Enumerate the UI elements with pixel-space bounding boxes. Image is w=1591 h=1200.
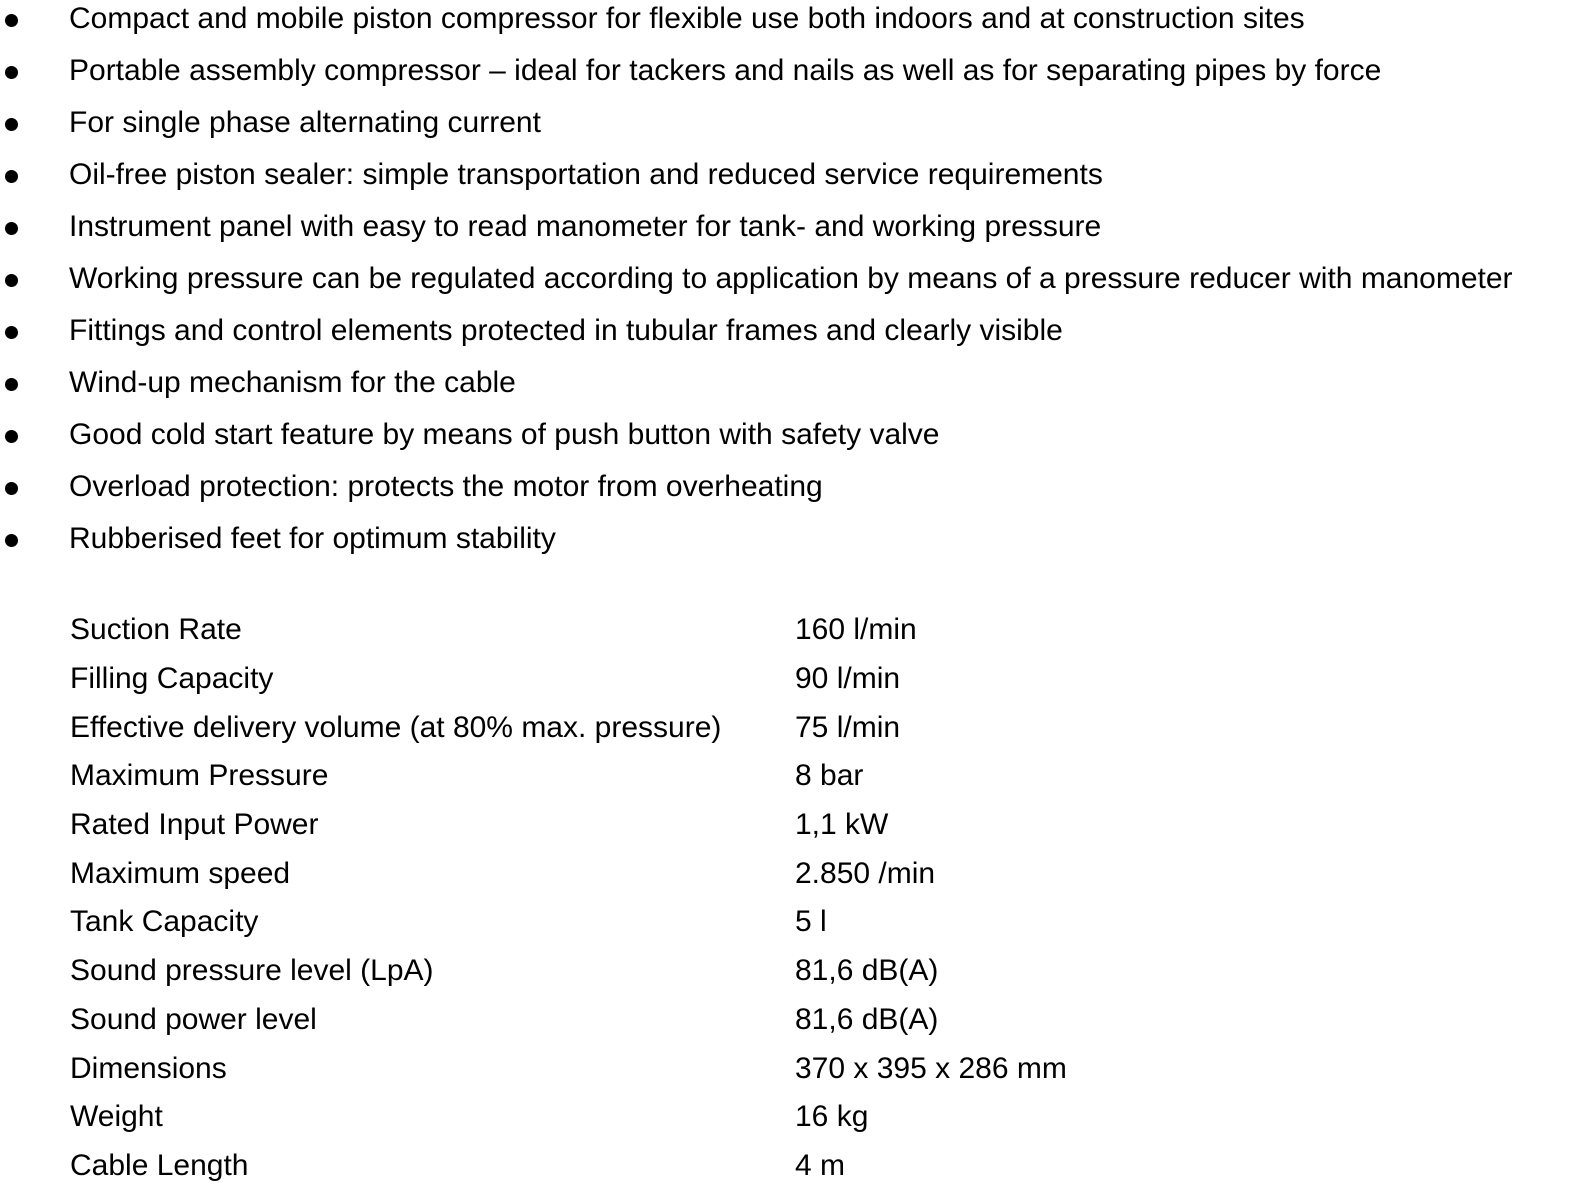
spec-row xyxy=(70,1142,1067,1191)
feature-text: For single phase alternating current xyxy=(69,106,541,139)
feature-text: Compact and mobile piston compressor for flexible use both indoors and at construction sites xyxy=(69,2,1305,35)
bullet-icon xyxy=(5,534,18,547)
bullet-icon xyxy=(5,378,18,391)
spec-label: Maximum Pressure xyxy=(70,759,329,793)
spec-label: Rated Input Power xyxy=(70,808,319,842)
spec-label: Maximum speed xyxy=(70,856,291,890)
spec-row xyxy=(70,898,1067,947)
bullet-icon xyxy=(5,274,18,287)
spec-row xyxy=(70,1044,1067,1093)
spec-row xyxy=(70,947,1067,996)
spec-row xyxy=(70,703,1067,752)
spec-value: 8 bar xyxy=(795,759,864,793)
feature-text: Fittings and control elements protected in tubular frames and clearly visible xyxy=(69,314,1063,347)
spec-label: Effective delivery volume (at 80% max. pressure) xyxy=(70,710,722,744)
bullet-icon xyxy=(5,482,18,495)
feature-text: Oil-free piston sealer: simple transportation and reduced service requirements xyxy=(69,158,1103,191)
feature-item xyxy=(0,0,1513,52)
spec-label: Weight xyxy=(70,1100,163,1134)
feature-item xyxy=(0,260,1513,312)
feature-text: Working pressure can be regulated according to application by means of a pressure reducer with manometer xyxy=(69,262,1513,295)
spec-label: Cable Length xyxy=(70,1148,249,1182)
feature-item xyxy=(0,208,1513,260)
spec-value: 81,6 dB(A) xyxy=(795,1002,939,1036)
bullet-icon xyxy=(5,118,18,131)
bullet-icon xyxy=(5,14,18,27)
feature-text: Portable assembly compressor – ideal for tackers and nails as well as for separating pipes by force xyxy=(69,54,1382,87)
feature-item xyxy=(0,104,1513,156)
bullet-icon xyxy=(5,66,18,79)
feature-item xyxy=(0,312,1513,364)
bullet-icon xyxy=(5,326,18,339)
feature-item xyxy=(0,364,1513,416)
spec-label: Sound pressure level (LpA) xyxy=(70,954,434,988)
spec-row xyxy=(70,849,1067,898)
spec-value: 4 m xyxy=(795,1148,846,1182)
spec-value: 5 l xyxy=(795,905,827,939)
spec-value: 2.850 /min xyxy=(795,856,936,890)
spec-label: Tank Capacity xyxy=(70,905,259,939)
spec-row xyxy=(70,655,1067,704)
feature-text: Overload protection: protects the motor from overheating xyxy=(69,470,823,503)
spec-row xyxy=(70,801,1067,850)
spec-row xyxy=(70,606,1067,655)
spec-table xyxy=(70,606,1067,1190)
feature-text: Instrument panel with easy to read manometer for tank- and working pressure xyxy=(69,210,1102,243)
spec-label: Filling Capacity xyxy=(70,662,274,696)
bullet-icon xyxy=(5,430,18,443)
spec-value: 75 l/min xyxy=(795,710,901,744)
feature-item xyxy=(0,468,1513,520)
spec-value: 160 l/min xyxy=(795,613,917,647)
feature-text: Good cold start feature by means of push button with safety valve xyxy=(69,418,940,451)
spec-value: 81,6 dB(A) xyxy=(795,954,939,988)
feature-item xyxy=(0,156,1513,208)
spec-value: 370 x 395 x 286 mm xyxy=(795,1051,1067,1085)
spec-value: 90 l/min xyxy=(795,662,901,696)
feature-text: Wind-up mechanism for the cable xyxy=(69,366,516,399)
spec-value: 1,1 kW xyxy=(795,808,889,842)
spec-row xyxy=(70,752,1067,801)
spec-row xyxy=(70,1093,1067,1142)
feature-list xyxy=(0,0,1513,572)
spec-label: Sound power level xyxy=(70,1002,317,1036)
spec-label: Suction Rate xyxy=(70,613,242,647)
spec-row xyxy=(70,996,1067,1045)
feature-item xyxy=(0,52,1513,104)
spec-value: 16 kg xyxy=(795,1100,869,1134)
feature-text: Rubberised feet for optimum stability xyxy=(69,522,556,555)
feature-item xyxy=(0,416,1513,468)
bullet-icon xyxy=(5,222,18,235)
bullet-icon xyxy=(5,170,18,183)
spec-label: Dimensions xyxy=(70,1051,227,1085)
feature-item xyxy=(0,520,1513,572)
